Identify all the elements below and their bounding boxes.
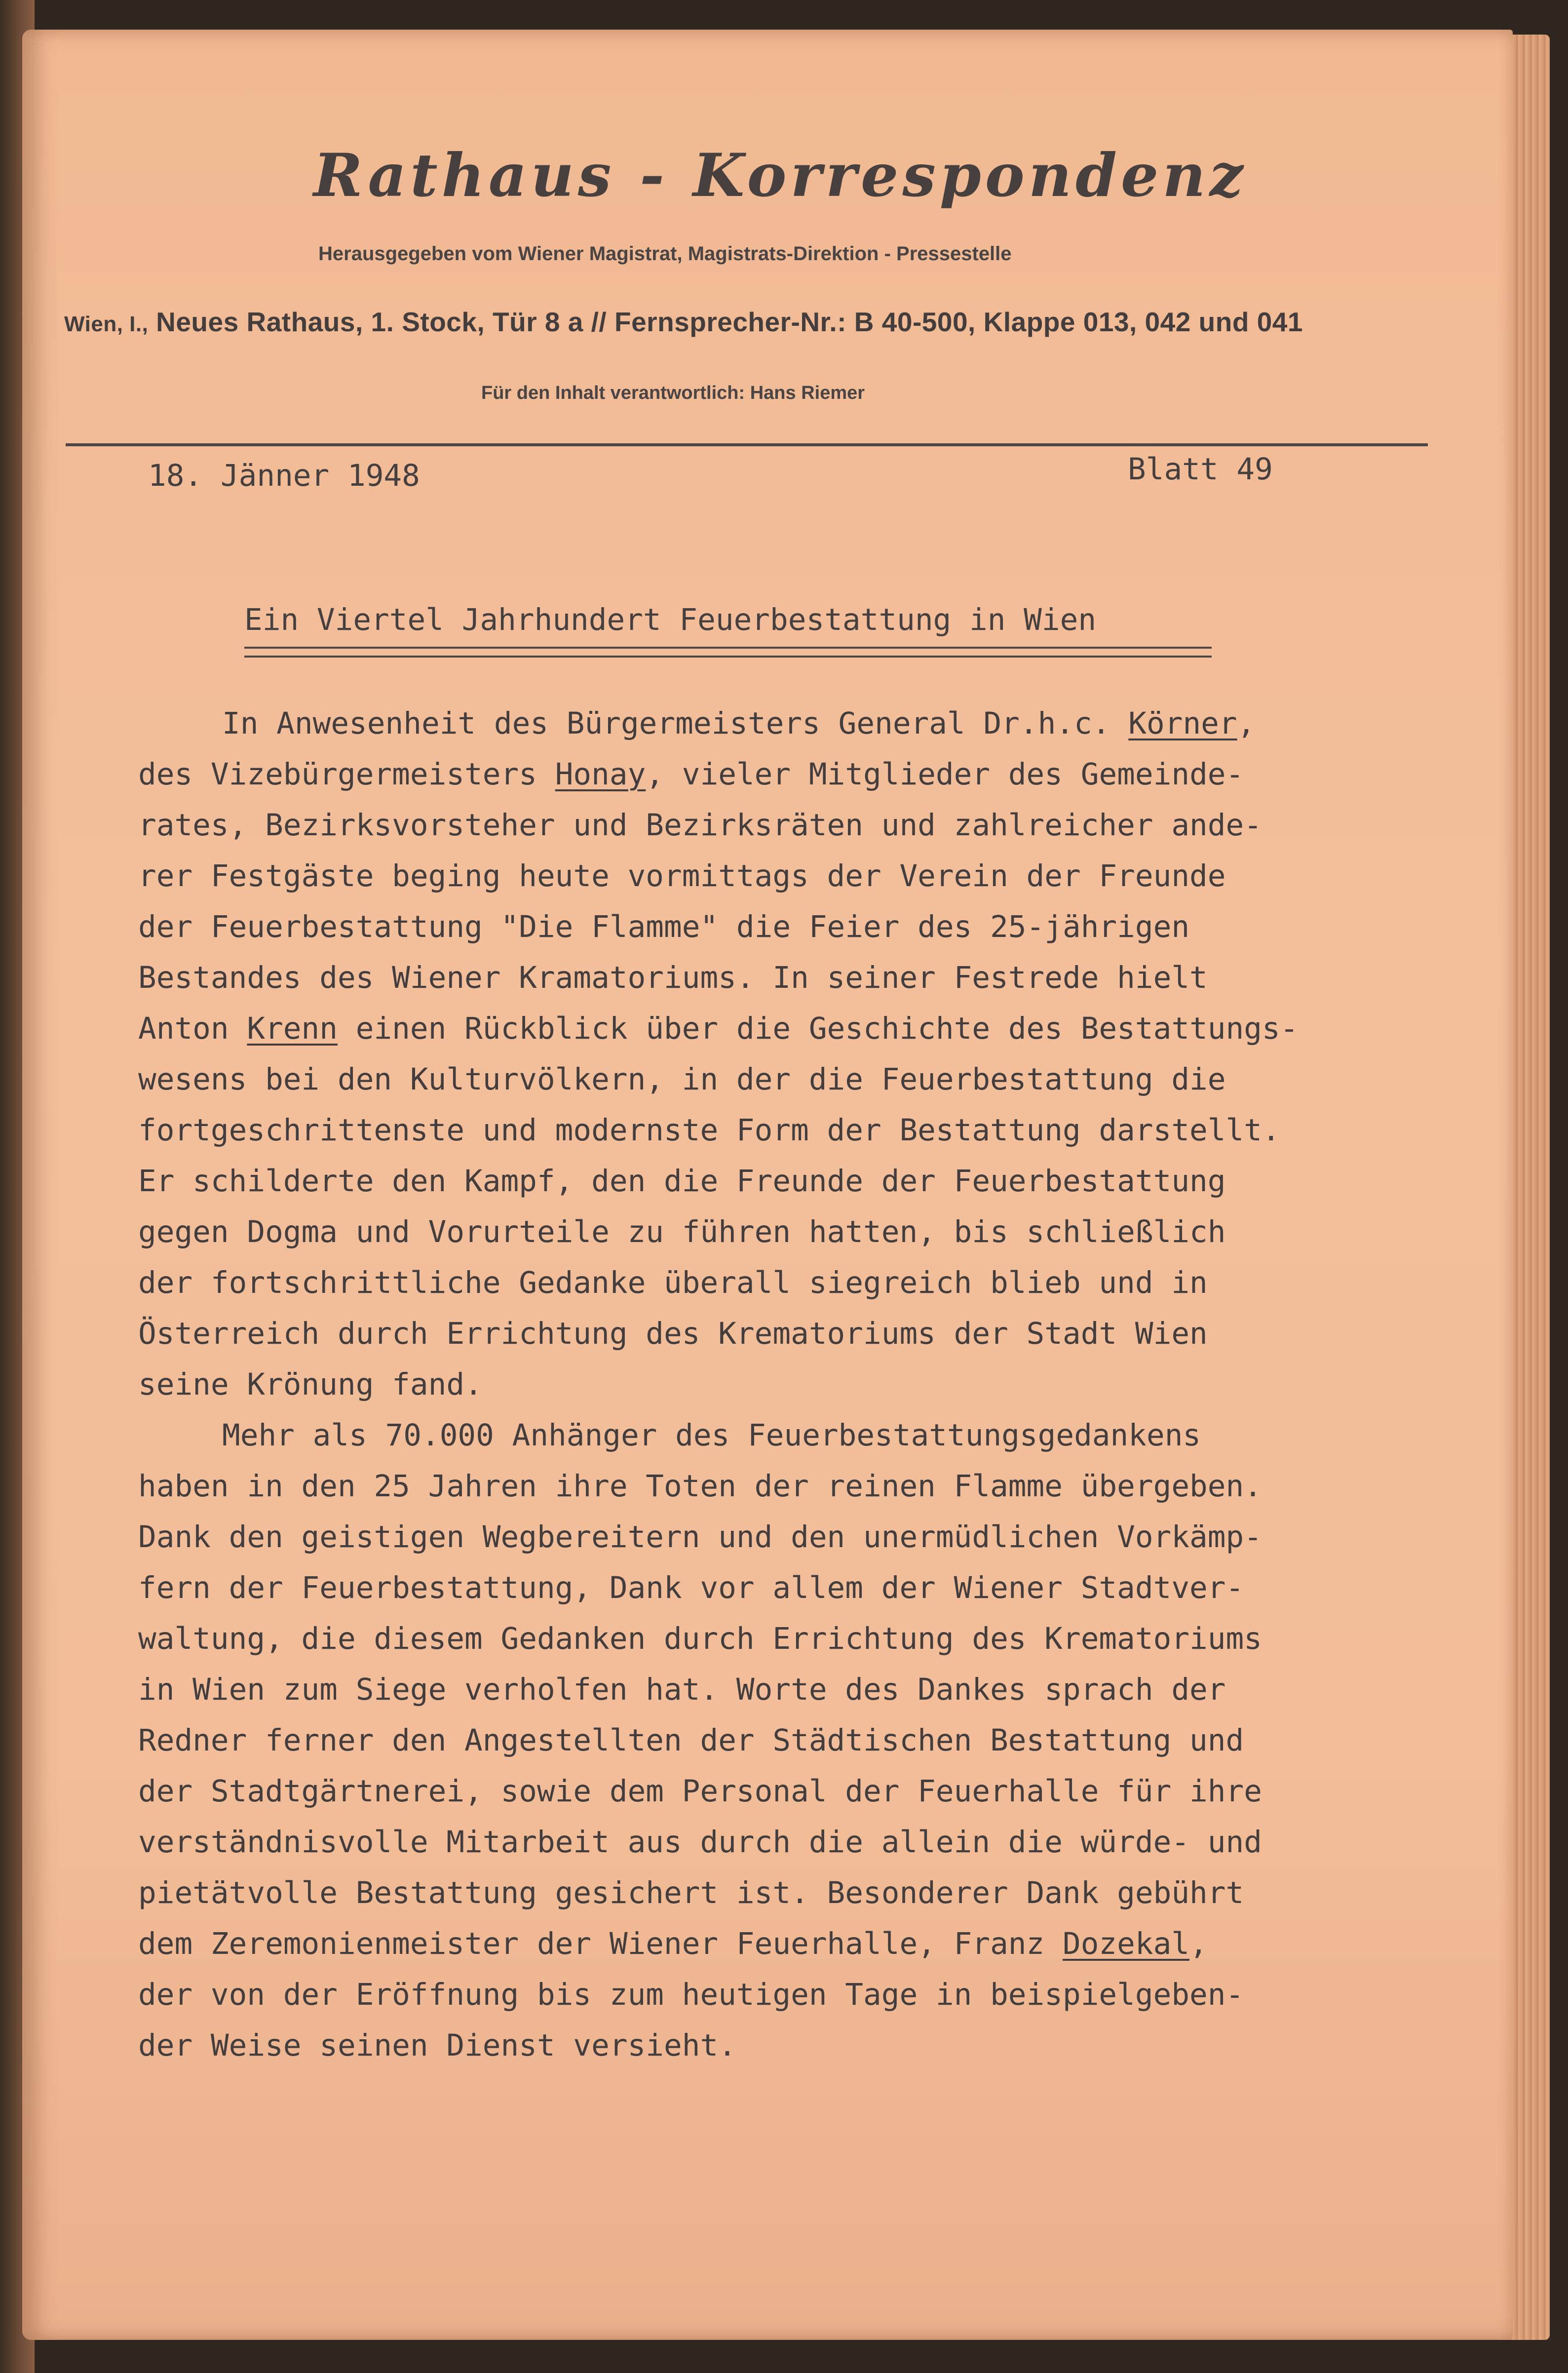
body-line-text: Dank den geistigen Wegbereitern und den unermüdlichen Vorkämp-: [138, 1519, 1262, 1555]
address-line: [64, 306, 1303, 338]
address-city: Wien, I.,: [64, 312, 149, 336]
body-line: [222, 706, 1255, 741]
body-line: [138, 1825, 1262, 1860]
body-line-text: wesens bei den Kulturvölkern, in der die Feuerbestattung die: [138, 1062, 1226, 1097]
body-line: [138, 1977, 1244, 2012]
body-line: [222, 1418, 1201, 1453]
body-line-text: ,: [1237, 706, 1256, 741]
body-line-text: gegen Dogma und Vorurteile zu führen hatten, bis schließlich: [138, 1214, 1226, 1249]
body-line-text: dem Zeremonienmeister der Wiener Feuerhalle, Franz: [138, 1926, 1063, 1961]
body-line: [138, 1570, 1244, 1605]
body-line-text: Er schilderte den Kampf, den die Freunde der Feuerbestattung: [138, 1164, 1226, 1199]
issue-date: 18. Jänner 1948: [148, 458, 420, 493]
body-line-text: Redner ferner den Angestellten der Städtischen Bestattung und: [138, 1723, 1244, 1758]
body-line: [138, 858, 1226, 894]
body-line: [138, 757, 1244, 792]
body-line: [138, 1367, 483, 1402]
body-line-text: Österreich durch Errichtung des Krematoriums der Stadt Wien: [138, 1316, 1208, 1351]
body-line-text: fortgeschrittenste und modernste Form der Bestattung darstellt.: [138, 1113, 1280, 1148]
body-line: [138, 1113, 1280, 1148]
header-rule: [66, 443, 1428, 446]
body-line-text: der Feuerbestattung "Die Flamme" die Feier des 25-jährigen: [138, 909, 1190, 944]
body-line: [138, 1621, 1262, 1656]
body-line-text: , vieler Mitglieder des Gemeinde-: [646, 757, 1244, 792]
body-line: [138, 1723, 1244, 1758]
publisher-line: Herausgegeben vom Wiener Magistrat, Magistrats-Direktion - Pressestelle: [318, 243, 1012, 265]
sheet-number: Blatt 49: [1128, 452, 1273, 487]
body-line-text: Mehr als 70.000 Anhänger des Feuerbestattungsgedankens: [222, 1418, 1201, 1453]
body-line-text: in Wien zum Siege verholfen hat. Worte des Dankes sprach der: [138, 1672, 1226, 1707]
body-line-text: In Anwesenheit des Bürgermeisters General Dr.h.c.: [222, 706, 1129, 741]
body-line-text: einen Rückblick über die Geschichte des Bestattungs-: [338, 1011, 1299, 1046]
body-line: [138, 808, 1262, 843]
underlined-name: Honay: [555, 757, 646, 792]
body-line-text: der fortschrittliche Gedanke überall siegreich blieb und in: [138, 1265, 1208, 1300]
body-line: [138, 960, 1208, 995]
body-line: [138, 1469, 1262, 1504]
underlined-name: Krenn: [247, 1011, 338, 1046]
underlined-name: Dozekal: [1062, 1926, 1190, 1961]
body-line: [138, 909, 1189, 944]
body-line-text: ,: [1189, 1926, 1208, 1961]
body-line-text: Anton: [138, 1011, 247, 1046]
body-line: [138, 1265, 1208, 1300]
body-line-text: fern der Feuerbestattung, Dank vor allem der Wiener Stadtver-: [138, 1570, 1244, 1605]
body-line-text: Bestandes des Wiener Kramatoriums. In seiner Festrede hielt: [138, 960, 1208, 995]
document-page: [22, 30, 1513, 2340]
body-line: [138, 1519, 1262, 1555]
body-line-text: der Stadtgärtnerei, sowie dem Personal der Feuerhalle für ihre: [138, 1774, 1262, 1809]
body-line-text: rates, Bezirksvorsteher und Bezirksräten und zahlreicher ande-: [138, 808, 1262, 843]
body-line: [138, 1672, 1226, 1707]
responsible-editor: Für den Inhalt verantwortlich: Hans Riemer: [481, 383, 865, 403]
body-line: [138, 1214, 1226, 1249]
body-line: [138, 1875, 1244, 1910]
body-line: [138, 1164, 1226, 1199]
body-line-text: verständnisvolle Mitarbeit aus durch die allein die würde- und: [138, 1825, 1262, 1860]
body-line-text: des Vizebürgermeisters: [138, 757, 555, 792]
body-line-text: pietätvolle Bestattung gesichert ist. Besonderer Dank gebührt: [138, 1875, 1244, 1910]
address-details: Neues Rathaus, 1. Stock, Tür 8 a // Fernsprecher-Nr.: B 40-500, Klappe 013, 042 und 041: [156, 307, 1303, 337]
body-line-text: der Weise seinen Dienst versieht.: [138, 2028, 736, 2063]
body-line: [138, 1774, 1262, 1809]
headline-double-underline: [244, 647, 1212, 658]
body-line: [138, 1316, 1208, 1351]
body-line-text: der von der Eröffnung bis zum heutigen Tage in beispielgeben-: [138, 1977, 1244, 2012]
body-line: [138, 1062, 1226, 1097]
body-line-text: seine Krönung fand.: [138, 1367, 483, 1402]
body-line: [138, 2028, 736, 2063]
body-line: [138, 1926, 1208, 1961]
body-line: [138, 1011, 1298, 1046]
body-line-text: waltung, die diesem Gedanken durch Errichtung des Krematoriums: [138, 1621, 1262, 1656]
article-headline: Ein Viertel Jahrhundert Feuerbestattung in Wien: [244, 602, 1097, 637]
body-line-text: haben in den 25 Jahren ihre Toten der reinen Flamme übergeben.: [138, 1469, 1262, 1504]
body-line-text: rer Festgäste beging heute vormittags der Verein der Freunde: [138, 858, 1226, 894]
masthead-title: Rathaus - Korrespondenz: [313, 141, 1247, 210]
underlined-name: Körner: [1128, 706, 1237, 741]
